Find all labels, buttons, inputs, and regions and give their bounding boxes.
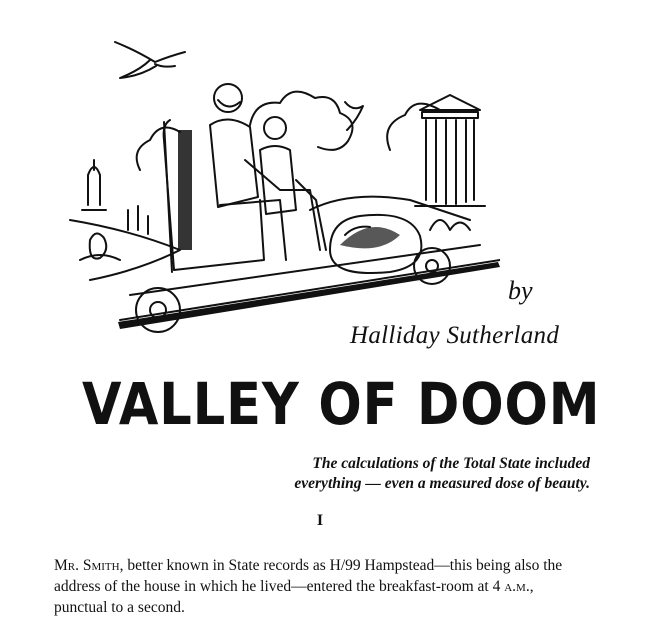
small-bird-icon bbox=[345, 102, 363, 130]
body-paragraph bbox=[54, 555, 590, 618]
article-title: VALLEY OF DOOM bbox=[82, 370, 601, 438]
section-number: I bbox=[316, 512, 324, 529]
story-illustration bbox=[60, 30, 500, 360]
cloud-icon bbox=[137, 128, 180, 171]
subtitle-line1-suffix: included bbox=[531, 455, 590, 472]
subtitle-line1-prefix: The calculations of the bbox=[312, 455, 464, 472]
byline-by: by bbox=[508, 276, 533, 305]
article-subtitle bbox=[218, 454, 590, 494]
subtitle-line2: everything — even a measured dose of beauty. bbox=[294, 475, 590, 492]
wheelchair-vehicle-icon bbox=[120, 120, 500, 332]
subtitle-emphasis: Total State bbox=[463, 455, 531, 472]
temple-icon bbox=[415, 95, 485, 206]
body-text-1: , better known in State records as H/99 Hampstead—this being also the address of the house in which he lived—entered the breakfast-room at 4 bbox=[54, 557, 563, 595]
byline-author: Halliday Sutherland bbox=[350, 322, 560, 349]
seated-figures-icon bbox=[210, 84, 326, 260]
body-text-end: , punctual to a second. bbox=[54, 578, 534, 616]
body-name: Mr. Smith bbox=[54, 557, 120, 574]
cloud-icon bbox=[250, 92, 353, 150]
flying-figure-icon bbox=[115, 42, 185, 78]
tower-icon bbox=[82, 160, 106, 210]
body-time: a.m. bbox=[504, 578, 530, 595]
